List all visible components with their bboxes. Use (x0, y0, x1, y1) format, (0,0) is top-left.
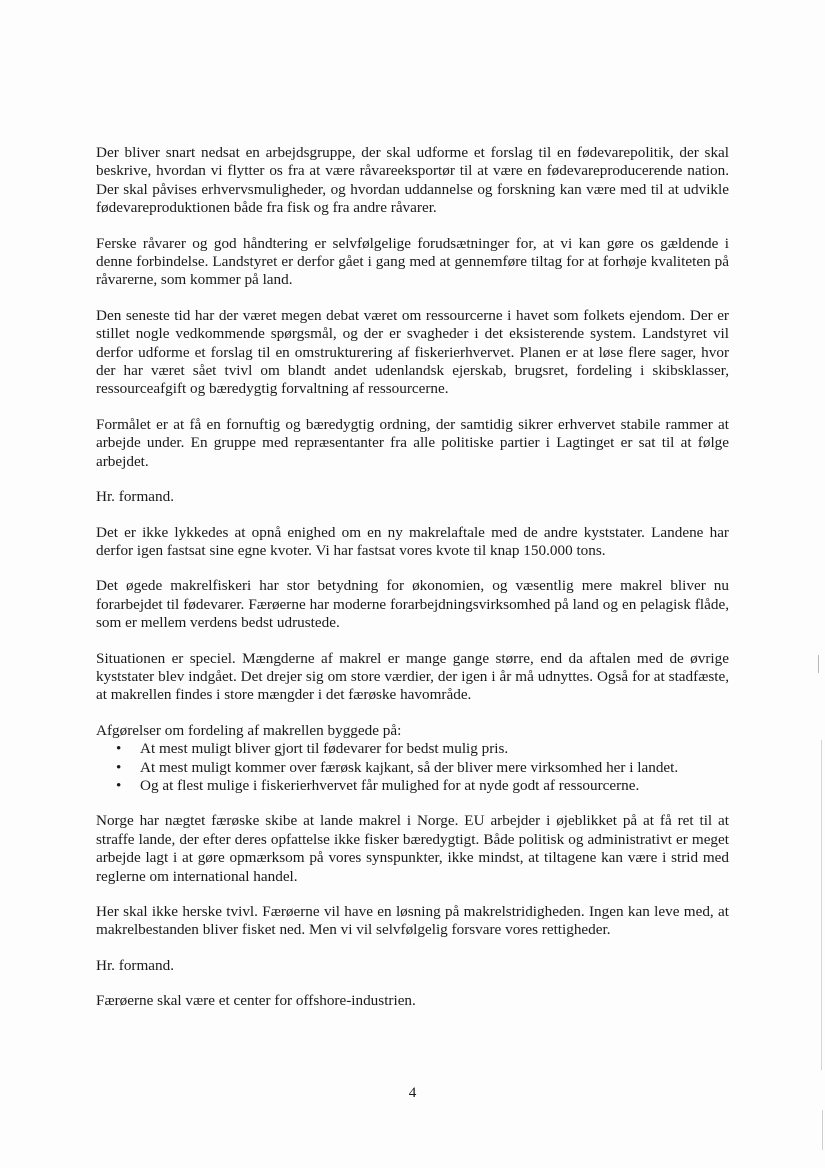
body-text (96, 144, 729, 1028)
bullet-item (96, 740, 729, 758)
scan-edge-mark (822, 1110, 823, 1150)
paragraph-address-2: Hr. formand. (96, 956, 175, 974)
paragraph-food-policy: Der bliver snart nedsat en arbejdsgruppe, der skal udforme et forslag til en fødevarepolitik, der skal beskrive, hvordan vi flytter os fra at være råvareeksportør til at være en fødevareproducerende nation. Der skal påvises erhvervsmuligheder, og hvordan uddannelse og forskning kan være med til at udvikle fødevareproduktionen både fra fisk og fra andre råvarer. (96, 144, 729, 217)
bullet-item (96, 759, 729, 777)
paragraph-offshore: Færøerne skal være et center for offshore-industrien. (96, 992, 416, 1010)
bullet-text: At mest muligt bliver gjort til fødevarer for bedst mulig pris. (140, 740, 509, 758)
paragraph-address-1: Hr. formand. (96, 488, 175, 506)
scan-edge-mark (821, 740, 822, 1070)
paragraph-purpose: Formålet er at få en fornuftig og bæredygtig ordning, der samtidig sikrer erhvervet stabile rammer at arbejde under. En gruppe med repræsentanter fra alle politiske partier i Lagtinget er sat til at følge arbejdet. (96, 415, 729, 470)
paragraph-no-doubt: Her skal ikke herske tvivl. Færøerne vil have en løsning på makrelstridigheden. Ingen kan leve med, at makrelbestanden bliver fisket ned. Men vi vil selvfølgelig forsvare vores rettigheder. (96, 903, 729, 939)
paragraph-raw-materials: Ferske råvarer og god håndtering er selvfølgelige forudsætninger for, at vi kan gøre os gældende i denne forbindelse. Landstyret er derfor gået i gang med at gennemføre tiltag for at forhøje kvaliteten på råvarerne, som kommer på land. (96, 234, 729, 289)
bullet-text: Og at flest mulige i fiskerierhvervet får mulighed for at nyde godt af ressourcerne. (140, 776, 640, 794)
bullet-icon: • (116, 776, 122, 794)
decision-bullet-list (96, 740, 729, 795)
bullet-icon: • (116, 758, 122, 776)
paragraph-mackerel-fishery: Det øgede makrelfiskeri har stor betydning for økonomien, og væsentlig mere makrel bliver nu forarbejdet til fødevarer. Færøerne har moderne forarbejdningsvirksomhed på land og en pelagisk flåde, som er mellem verdens bedst udrustede. (96, 577, 729, 632)
bullet-text: At mest muligt kommer over færøsk kajkant, så der bliver mere virksomhed her i landet. (140, 758, 679, 776)
scan-edge-mark (818, 655, 819, 673)
bullet-icon: • (116, 740, 122, 758)
paragraph-decisions-intro: Afgørelser om fordeling af makrellen byggede på: (96, 721, 402, 739)
paragraph-situation: Situationen er speciel. Mængderne af makrel er mange gange større, end da aftalen med de øvrige kyststater blev indgået. Det drejer sig om store værdier, der igen i år må udnyttes. Også for at stadfæste, at makrellen findes i store mængder i det færøske havområde. (96, 649, 729, 704)
page-number: 4 (408, 1084, 417, 1101)
paragraph-mackerel-agreement: Det er ikke lykkedes at opnå enighed om en ny makrelaftale med de andre kyststater. Landene har derfor igen fastsat sine egne kvoter. Vi har fastsat vores kvote til knap 150.000 tons. (96, 523, 729, 559)
paragraph-ocean-resources: Den seneste tid har der været megen debat været om ressourcerne i havet som folkets ejendom. Der er stillet nogle vedkommende spørgsmål, og der er svagheder i det eksisterende system. Landstyret vil derfor udforme et forslag til en omstrukturering af fiskerierhvervet. Planen er at løse flere sager, hvor der har været sået tvivl om blandt andet udenlandsk ejerskab, brugsret, fordeling i skibsklasser, ressourceafgift og bæredygtig forvaltning af ressourcerne. (96, 306, 729, 398)
paragraph-norway-eu: Norge har nægtet færøske skibe at lande makrel i Norge. EU arbejder i øjeblikket på at få ret til at straffe lande, der efter deres opfattelse ikke fisker bæredygtigt. Både politisk og administrativt er meget arbejde lagt i at gøre opmærksom på vores synspunkter, ikke mindst, at tiltagene kan være i strid med reglerne om international handel. (96, 812, 729, 885)
bullet-item (96, 777, 729, 795)
